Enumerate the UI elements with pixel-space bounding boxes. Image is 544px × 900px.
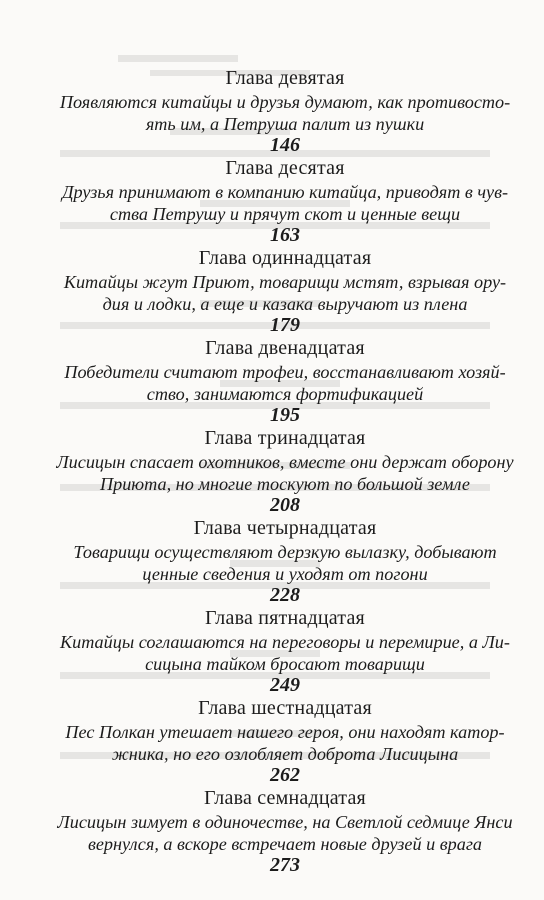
- toc-entry: [52, 336, 518, 425]
- chapter-page-number: 273: [270, 854, 300, 876]
- chapter-description: Китайцы жгут Приют, товарищи мстят, взрывая ору- дия и лодки, а еще и казака выручают из плена: [63, 272, 507, 314]
- chapter-description: Победители считают трофеи, восстанавливают хозяй- ство, занимаются фортификацией: [64, 362, 506, 404]
- chapter-page-number: 163: [270, 224, 300, 246]
- chapter-title: Глава шестнадцатая: [198, 697, 372, 719]
- chapter-page-number: 208: [270, 494, 300, 516]
- toc-entry: [52, 66, 518, 155]
- chapter-description: Китайцы соглашаются на переговоры и перемирие, а Ли- сицына тайком бросают товарищи: [60, 632, 510, 674]
- toc-entry: [52, 426, 518, 515]
- chapter-title: Глава одиннадцатая: [198, 247, 372, 269]
- toc-entry: [52, 606, 518, 695]
- chapter-description: Друзья принимают в компанию китайца, приводят в чув- ства Петрушу и прячут скот и ценные вещи: [61, 182, 509, 224]
- chapter-page-number: 228: [270, 584, 300, 606]
- toc-entry: [52, 786, 518, 875]
- chapter-title: Глава девятая: [225, 67, 345, 89]
- chapter-description: Лисицын спасает охотников, вместе они держат оборону Приюта, но многие тоскуют по большой земле: [56, 452, 514, 494]
- chapter-title: Глава двенадцатая: [205, 337, 365, 359]
- chapter-title: Глава четырнадцатая: [193, 517, 377, 539]
- chapter-description: Пес Полкан утешает нашего героя, они находят катор- жника, но его озлобляет доброта Лисицына: [65, 722, 505, 764]
- chapter-description: Появляются китайцы и друзья думают, как противосто- ять им, а Петруша палит из пушки: [59, 92, 511, 134]
- chapter-title: Глава пятнадцатая: [205, 607, 365, 629]
- chapter-page-number: 249: [270, 674, 300, 696]
- chapter-title: Глава семнадцатая: [204, 787, 366, 809]
- toc-entry: [52, 246, 518, 335]
- chapter-description: Лисицын зимует в одиночестве, на Светлой седмице Янси вернулся, а вскоре встречает новые друзей и врага: [57, 812, 513, 854]
- chapter-page-number: 262: [270, 764, 300, 786]
- table-of-contents: [52, 66, 518, 876]
- chapter-description: Товарищи осуществляют дерзкую вылазку, добывают ценные сведения и уходят от погони: [73, 542, 497, 584]
- chapter-page-number: 179: [270, 314, 300, 336]
- toc-entry: [52, 516, 518, 605]
- toc-entry: [52, 696, 518, 785]
- chapter-page-number: 195: [270, 404, 300, 426]
- chapter-title: Глава тринадцатая: [204, 427, 366, 449]
- chapter-page-number: 146: [270, 134, 300, 156]
- chapter-title: Глава десятая: [225, 157, 345, 179]
- toc-entry: [52, 156, 518, 245]
